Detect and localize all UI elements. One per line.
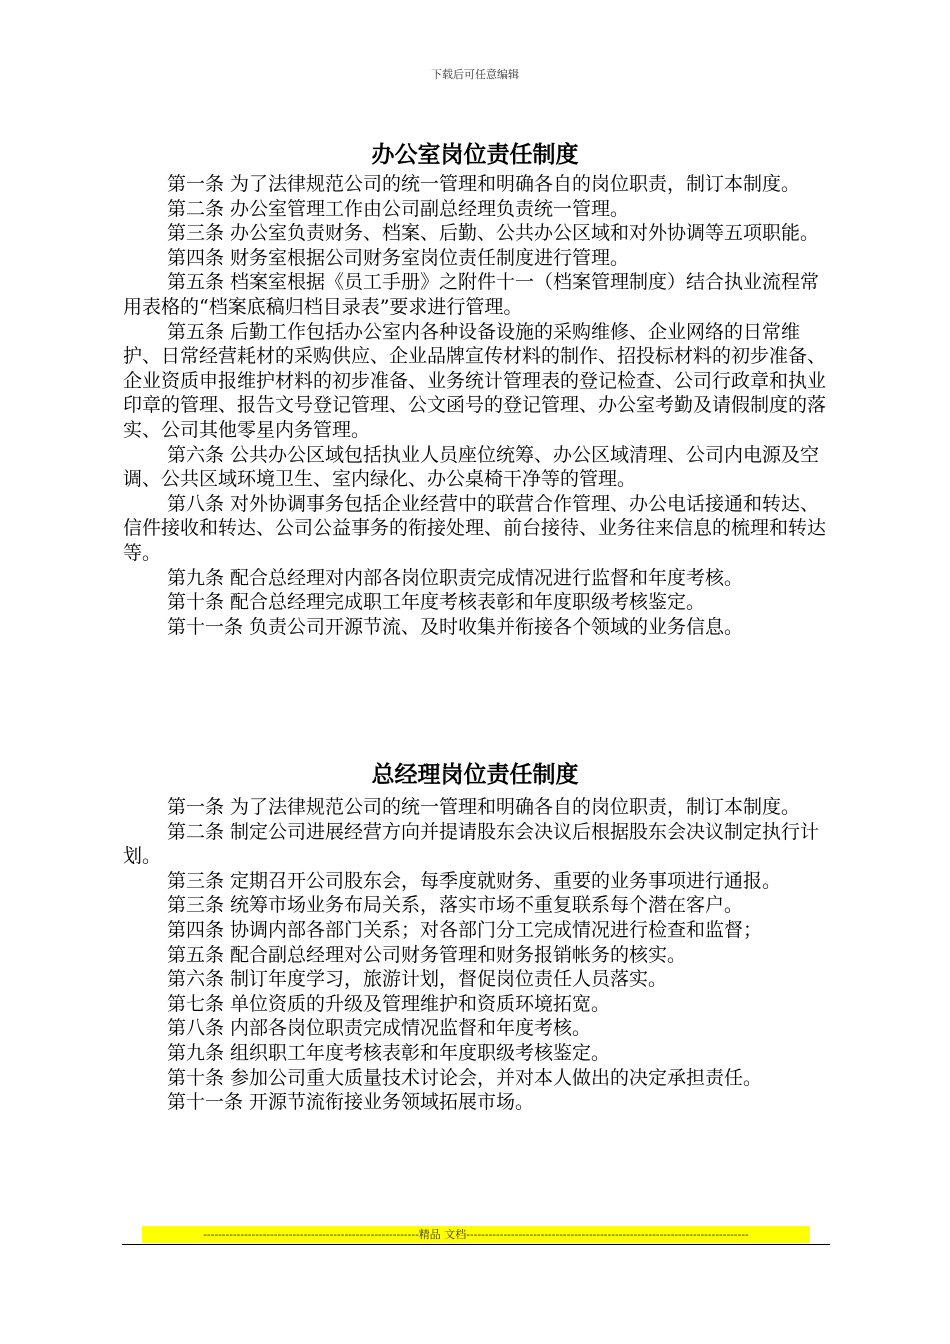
article: 第四条 财务室根据公司财务室岗位责任制度进行管理。 xyxy=(167,246,630,269)
article: 第二条 制定公司进展经营方向并提请股东会决议后根据股东会决议制定执行计划。 xyxy=(123,820,820,868)
footer-divider xyxy=(122,1244,830,1245)
section-title-office: 办公室岗位责任制度 xyxy=(371,142,579,168)
article: 第八条 对外协调事务包括企业经营中的联营合作管理、办公电话接通和转达、信件接收和转达、公司公益事务的衔接处理、前台接待、业务往来信息的梳理和转达等。 xyxy=(123,492,827,564)
article: 第三条 定期召开公司股东会，每季度就财务、重要的业务事项进行通报。 xyxy=(167,869,782,892)
article: 第十一条 开源节流衔接业务领域拓展市场。 xyxy=(167,1091,535,1114)
article: 第十一条 负责公司开源节流、及时收集并衔接各个领域的业务信息。 xyxy=(167,615,744,638)
article: 第四条 协调内部各部门关系；对各部门分工完成情况进行检查和监督； xyxy=(167,918,763,941)
article: 第一条 为了法律规范公司的统一管理和明确各自的岗位职责，制订本制度。 xyxy=(167,173,801,195)
article: 第六条 公共办公区域包括执业人员座位统筹、办公区域清理、公司内电源及空调、公共区域环境卫生、室内绿化、办公桌椅干净等的管理。 xyxy=(123,443,820,491)
article: 第五条 档案室根据《员工手册》之附件十一（档案管理制度）结合执业流程常用表格的“档案底稿归档目录表”要求进行管理。 xyxy=(123,271,820,318)
section-title-general-manager: 总经理岗位责任制度 xyxy=(371,762,579,788)
article: 第三条 办公室负责财务、档案、后勤、公共办公区域和对外协调等五项职能。 xyxy=(167,222,820,245)
article-first: 第一条 为了法律规范公司的统一管理和明确各自的岗位职责，制订本制度。 xyxy=(167,796,801,818)
article: 第五条 后勤工作包括办公室内各种设备设施的采购维修、企业网络的日常维护、日常经营耗材的采购供应、企业品牌宣传材料的制作、招投标材料的初步准备、企业资质申报维护材料的初步准备、业务统计管理表的登记检查、公司行政章和执业印章的管理、报告文号登记管理、公文函号的登记管理、办公室考勤及请假制度的落实、公司其他零星内务管理。 xyxy=(123,320,827,441)
article: 第六条 制订年度学习，旅游计划，督促岗位责任人员落实。 xyxy=(167,968,668,991)
footer-watermark: ----------------------------------------------------------精品 文档---------------------------------------------------------------------------- xyxy=(142,1226,810,1243)
article: 第七条 单位资质的升级及管理维护和资质环境拓宽。 xyxy=(167,992,611,1015)
article: 第二条 办公室管理工作由公司副总经理负责统一管理。 xyxy=(167,197,630,220)
article: 第九条 组织职工年度考核表彰和年度职级考核鉴定。 xyxy=(167,1041,611,1064)
article: 第十条 配合总经理完成职工年度考核表彰和年度职级考核鉴定。 xyxy=(167,591,706,614)
article: 第九条 配合总经理对内部各岗位职责完成情况进行监督和年度考核。 xyxy=(167,566,744,589)
section-general-manager-articles xyxy=(123,795,835,1115)
article: 第五条 配合副总经理对公司财务管理和财务报销帐务的核实。 xyxy=(167,943,687,966)
article: 第十条 参加公司重大质量技术讨论会，并对本人做出的决定承担责任。 xyxy=(167,1066,763,1089)
article: 第八条 内部各岗位职责完成情况监督和年度考核。 xyxy=(167,1017,592,1040)
section-office-articles xyxy=(123,172,835,639)
article: 第三条 统筹市场业务布局关系，落实市场不重复联系每个潜在客户。 xyxy=(167,894,744,917)
header-note: 下载后可任意编辑 xyxy=(431,68,519,81)
